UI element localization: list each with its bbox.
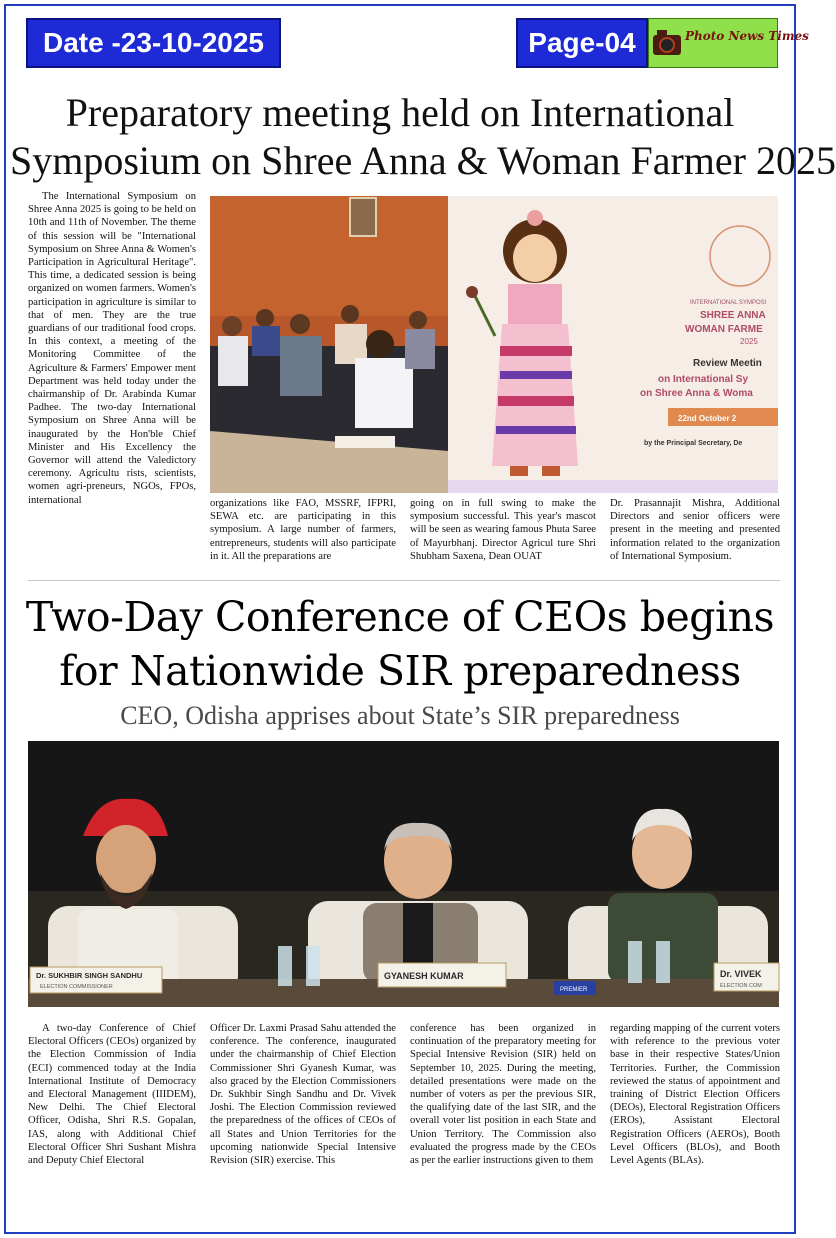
article1-col4-text: Dr. Prasannajit Mishra, Additional Directors and senior officers were present in the meeting and presented information related to the organization of International Symposium. (610, 498, 780, 562)
nameplate-center: GYANESH KUMAR (384, 971, 464, 981)
slide-text-4: 2025 (740, 337, 758, 346)
article2-column-1 (28, 1022, 196, 1167)
conference-photo-illustration (28, 741, 779, 1007)
meeting-photo-illustration (210, 196, 778, 493)
article2-col2-text: Officer Dr. Laxmi Prasad Sahu attended the conference. The conference, inaugurated under the chairmanship of Chief Election Commissioner Shri Gyanesh Kumar, was also graced by the Election Commissioners Dr. Sukhbir Singh Sandhu and Dr. Vivek Joshi. The Election Commission reviewed the preparedness of the offices of CEOs of all States and Union Territories for the upcoming nationwide Special Intensive Revision (SIR) exercise. This (210, 1023, 396, 1167)
article1-column-3 (410, 497, 596, 563)
nameplate-right-subtitle: ELECTION COM (720, 983, 762, 989)
slide-text-5: Review Meetin (693, 358, 762, 369)
article2-col1-text: A two-day Conference of Chief Electoral Officers (CEOs) organized by the Election Commission of India (ECI) commenced today at the India International Institute of Democracy and Electoral Management (IIIDEM), New Delhi. The Chief Electoral Officer, Odisha, Shri R.S. Gopalan, IAS, along with Additional Chief Electoral Officer Shri Sushant Mishra and Deputy Chief Electoral (28, 1023, 196, 1167)
article2-headline-line2: for Nationwide SIR preparedness (59, 647, 741, 695)
nameplate-left-subtitle: ELECTION COMMISSIONER (40, 984, 113, 990)
article1-column-1 (28, 190, 196, 507)
page-number-label: Page-04 (516, 18, 648, 68)
slide-text-2: SHREE ANNA (700, 310, 766, 321)
article2-column-2 (210, 1022, 396, 1167)
camera-icon (649, 19, 779, 69)
slide-text-9: by the Principal Secretary, De (644, 440, 743, 447)
article1-col1-text: The International Symposium on Shree Anna 2025 is going to be held on 10th and 11th of November. The theme of this session will be "International Symposium on Shree Anna & Women's Participation in Agricultural Heritage". This time, a dedicated session is being organized on women farmers. Women's participation in agriculture is similar to that of men. They are the true guardians of our traditional food crops. In this context, a meeting of the Monitoring Committee of the Agriculture & Farmers' Empower ment Department was held today under the chairmanship of Dr. Arabinda Kumar Padhee. The two-day International Symposium on Shree Anna will be inaugurated by the Hon'ble Chief Minister and His Excellency the Governor will attend the Valedictory ceremony. Agricultu rists, scientists, women agri-preneurs, NGOs, FPOs, international (28, 191, 196, 506)
article2-column-4 (610, 1022, 780, 1167)
slide-text-6: on International Sy (658, 374, 749, 385)
slide-text-1: INTERNATIONAL SYMPOSI (690, 300, 767, 306)
meeting-photo (210, 196, 778, 493)
slide-text-7: on Shree Anna & Woma (640, 388, 753, 399)
article-divider (28, 580, 780, 581)
newspaper-logo (648, 18, 809, 68)
premier-badge: PREMIER (560, 987, 588, 993)
conference-photo (28, 741, 779, 1007)
date-label: Date -23-10-2025 (26, 18, 281, 68)
slide-text-8: 22nd October 2 (678, 414, 737, 423)
article1-column-2 (210, 497, 396, 563)
nameplate-right: Dr. VIVEK (720, 969, 762, 979)
article2-col3-text: conference has been organized in continuation of the preparatory meeting for Special Intensive Revision (SIR) held on September 10, 2025. During the meeting, detailed presentations were made on the number of voters as per the previous SIR, the qualifying date of the last SIR, and the overall voter list position in each State and Union Territory. The Commission also evaluated the progress made by the CEOs as per the earlier instructions given to them (410, 1023, 596, 1167)
article1-headline-line2: Symposium on Shree Anna & Woman Farmer 2025 (10, 138, 836, 183)
article2-column-3 (410, 1022, 596, 1167)
article1-headline-line1: Preparatory meeting held on International (65, 90, 735, 135)
article2-headline-line1: Two-Day Conference of CEOs begins (25, 593, 775, 641)
article1-column-4 (610, 497, 780, 563)
slide-text-3: WOMAN FARME (685, 324, 763, 335)
article1-col2-text: organizations like FAO, MSSRF, IFPRI, SEWA etc. are participating in this symposium. A large number of farmers, entrepreneurs, students will also participate in it. All the preparations are (210, 498, 396, 562)
article2-subheadline: CEO, Odisha apprises about State’s SIR preparedness (120, 701, 680, 730)
nameplate-left: Dr. SUKHBIR SINGH SANDHU (36, 971, 143, 980)
article2-col4-text: regarding mapping of the current voters with reference to the previous voter base in their respective States/Union Territories. Further, the Commission reviewed the status of appointment and training of District Election Officers (DEOs), Electoral Registration Officers (EROs), Assistant Electoral Registration Officers (AEROs), Booth Level Officers (BLOs), and Booth Level Agents (BLAs). (610, 1023, 780, 1167)
article1-col3-text: going on in full swing to make the symposium successful. This year's mascot will be seen as wearing famous Phuta Saree of Mayurbhanj. Director Agricul ture Shri Shubham Saxena, Dean OUAT (410, 498, 596, 562)
logo-text: Photo News Times (685, 29, 809, 43)
